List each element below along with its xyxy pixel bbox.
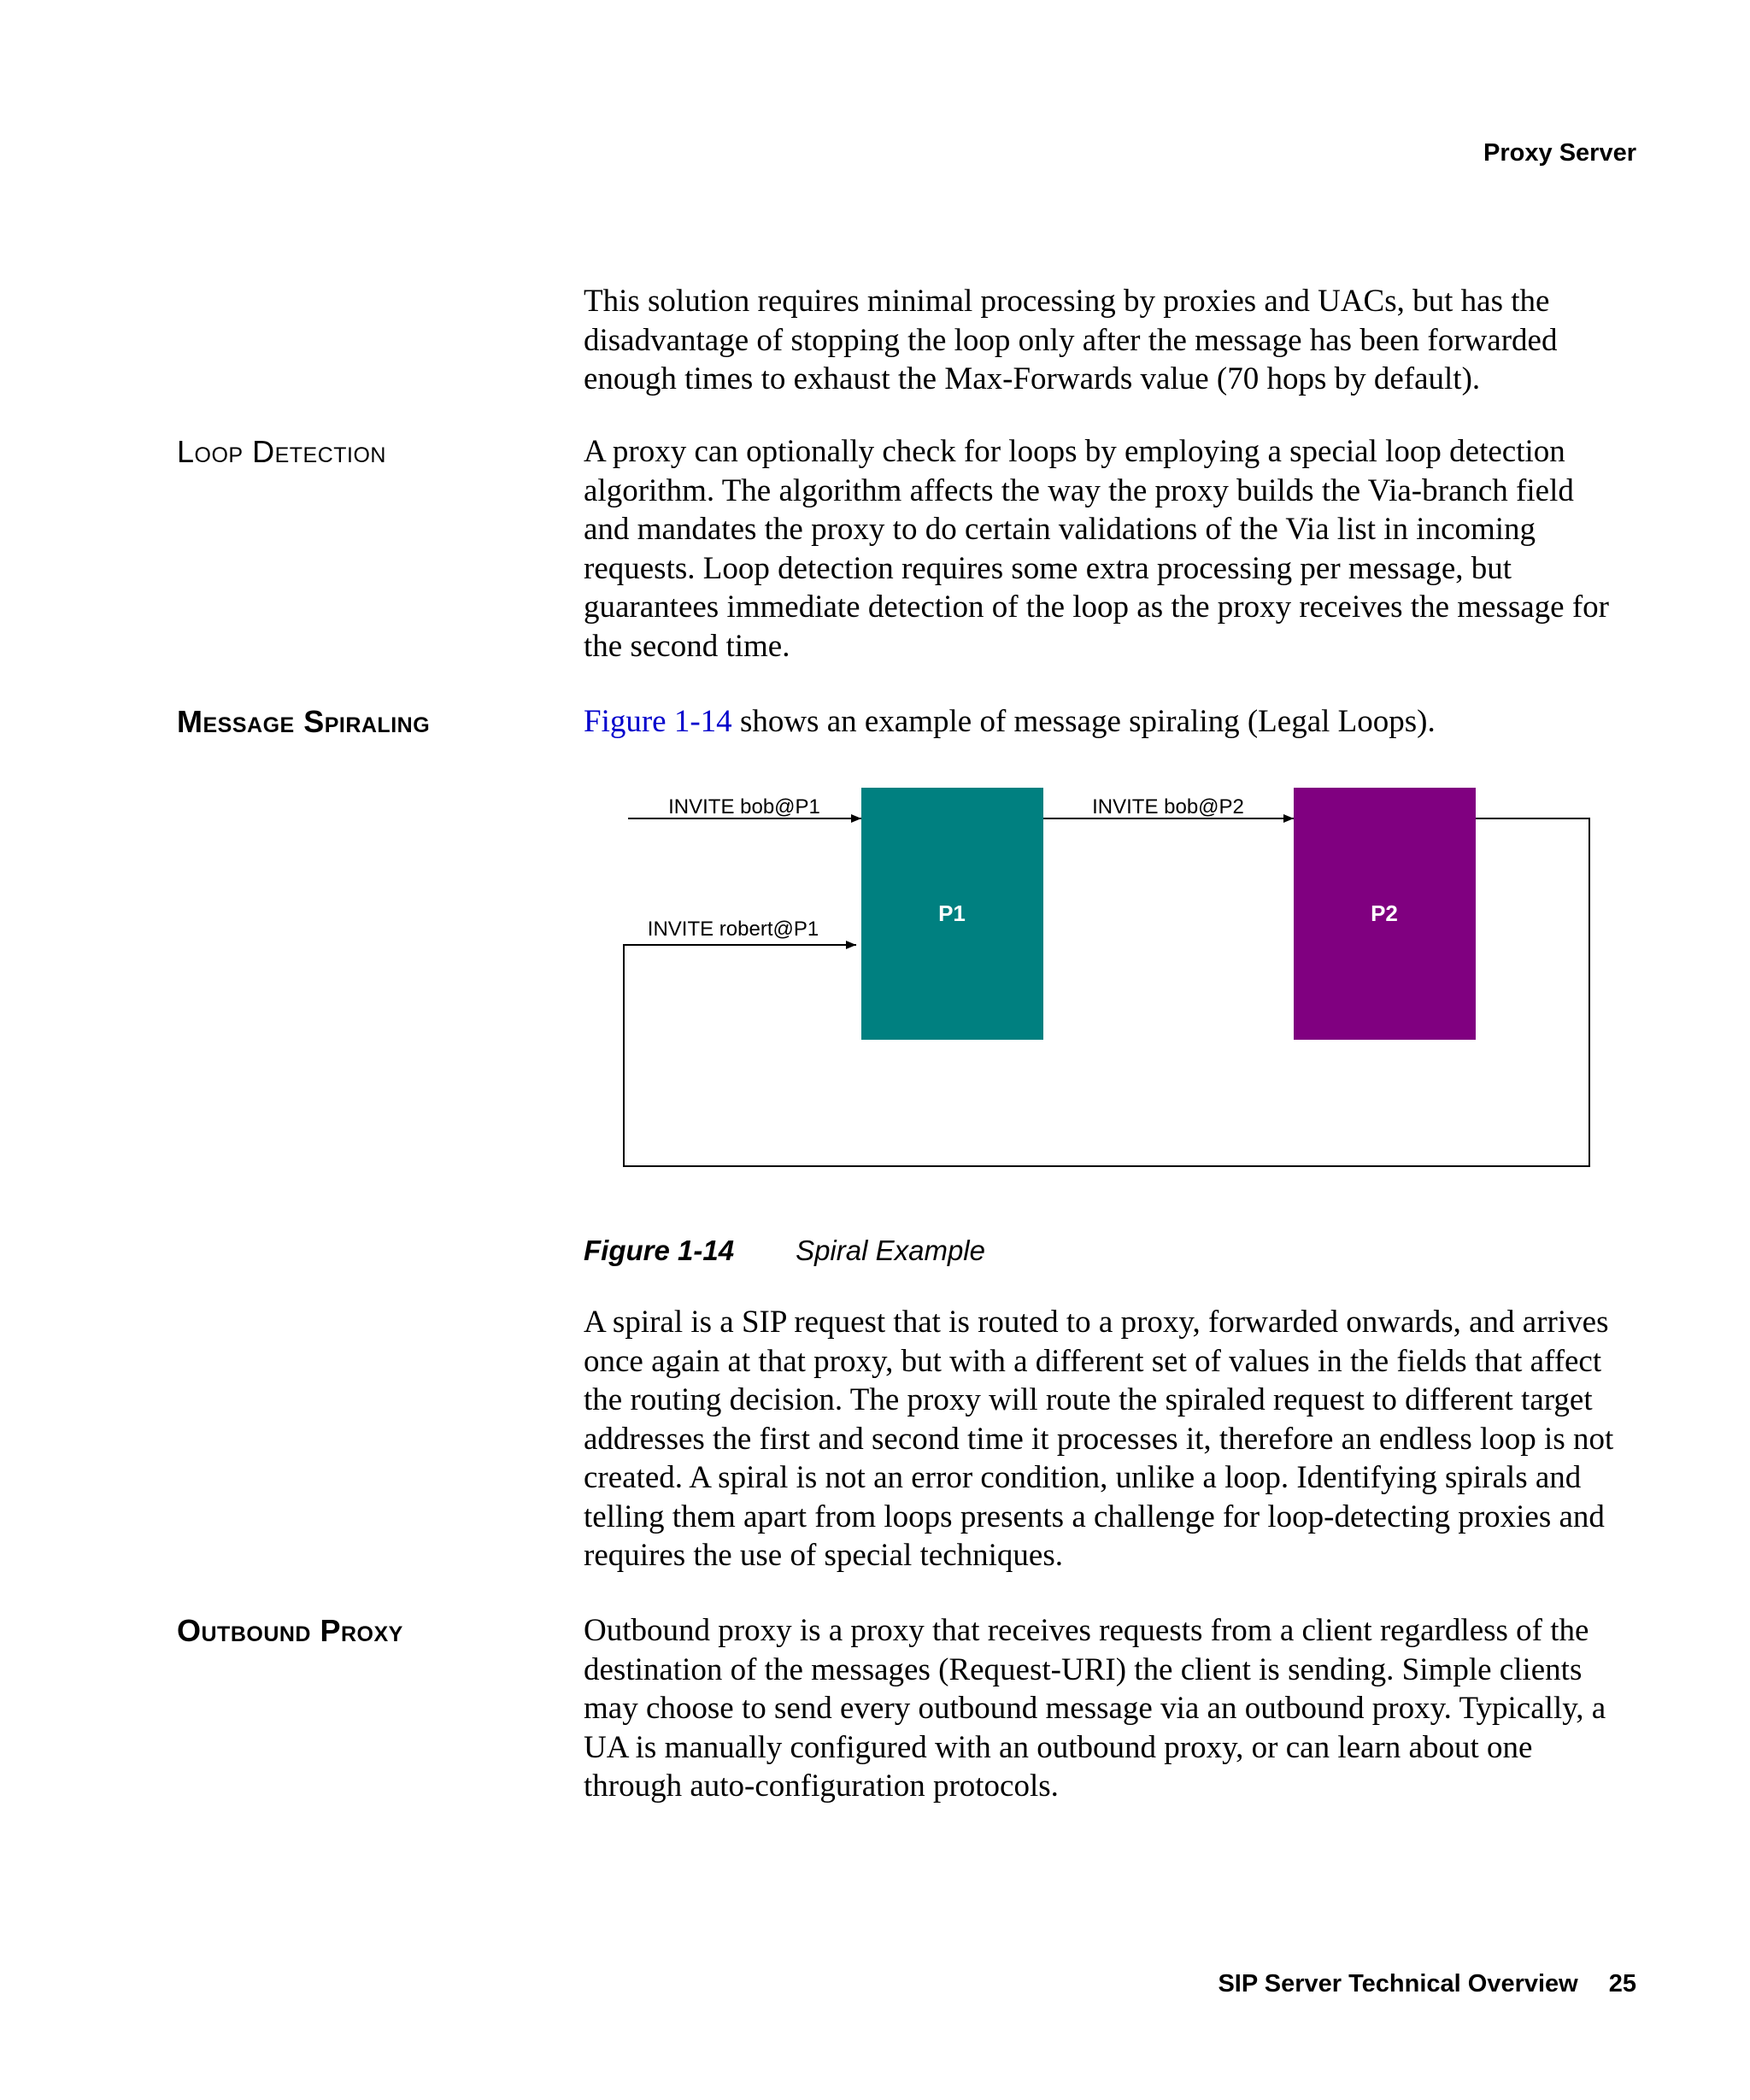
invite-robert-p1-label: INVITE robert@P1 <box>647 918 819 941</box>
p1-label: P1 <box>938 900 966 926</box>
spiral-paragraph: A spiral is a SIP request that is routed to a proxy, forwarded onwards, and arrives once again at that proxy, but with a different set of values in the fields that affect the routing decision. The proxy will route the spiraled request to different target addresses the first and second time it processes it, therefore an endless loop is not created. A spiral is not an error condition, unlike a loop. Identifying spirals and telling them apart from loops presents a challenge for loop-detecting proxies and requires the use of special techniques. <box>584 1305 1614 1573</box>
figure-caption-title: Spiral Example <box>796 1235 985 1266</box>
section-head-outbound-proxy: Outbound Proxy <box>177 1613 403 1648</box>
figure-cross-reference-link[interactable]: Figure 1-14 <box>584 704 732 739</box>
footer-title: SIP Server Technical Overview <box>1218 1970 1578 1997</box>
running-header: Proxy Server <box>1483 139 1636 167</box>
section-head-loop-detection: Loop Detection <box>177 434 386 469</box>
message-spiraling-text: shows an example of message spiraling (Legal Loops). <box>731 704 1436 739</box>
intro-paragraph: This solution requires minimal processing by proxies and UACs, but has the disadvantage of stopping the loop only after the message has been forwarded enough times to exhaust the Max-Forwards value (70 hops by default). <box>584 284 1558 396</box>
loop-detection-paragraph: A proxy can optionally check for loops by employing a special loop detection algorithm. The algorithm affects the way the proxy builds the Via-branch field and mandates the proxy to do certain validations of the Via list in incoming requests. Loop detection requires some extra processing per message, but guarantees immediate detection of the loop as the proxy receives the message for the second time. <box>584 434 1609 664</box>
invite-bob-p1-label: INVITE bob@P1 <box>668 795 820 818</box>
p2-label: P2 <box>1371 900 1398 926</box>
outbound-proxy-paragraph: Outbound proxy is a proxy that receives requests from a client regardless of the destination of the messages (Request-URI) the client is sending. Simple clients may choose to send every outbound message via an outbound proxy. Typically, a UA is manually configured with an outbound proxy, or can learn about one through auto-configuration protocols. <box>584 1613 1606 1804</box>
page-number: 25 <box>1608 1970 1636 1997</box>
section-head-message-spiraling: Message Spiraling <box>177 704 431 739</box>
invite-bob-p2-label: INVITE bob@P2 <box>1092 795 1244 818</box>
figure-caption <box>584 1235 985 1267</box>
figure-caption-label: Figure 1-14 <box>584 1235 735 1266</box>
running-footer <box>1218 1970 1636 1998</box>
